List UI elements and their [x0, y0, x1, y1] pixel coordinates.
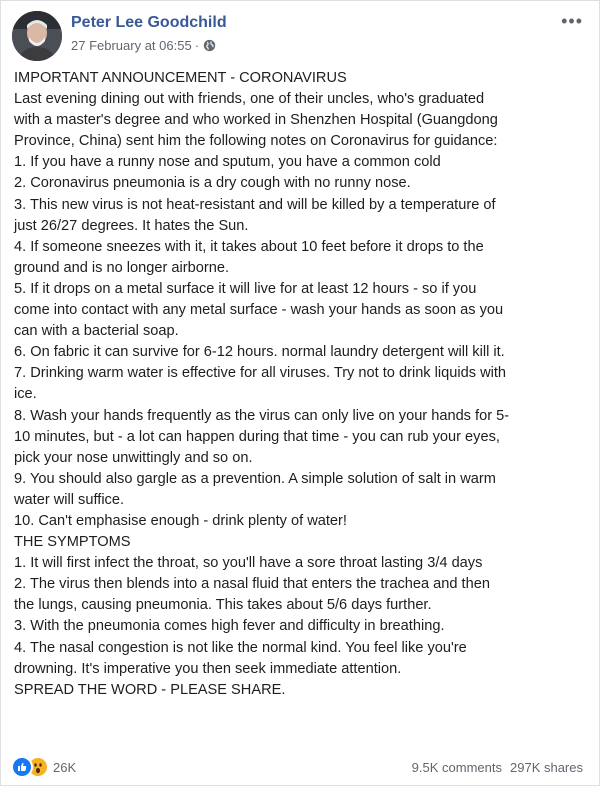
- post-text-line: 2. Coronavirus pneumonia is a dry cough with no runny nose.: [14, 175, 411, 192]
- post-text-line: SPREAD THE WORD - PLEASE SHARE.: [14, 681, 286, 698]
- post-text-line: drowning. It's imperative you then seek immediate attention.: [14, 660, 402, 677]
- post-text-line: just 26/27 degrees. It hates the Sun.: [14, 217, 249, 234]
- post-text-line: 8. Wash your hands frequently as the virus can only live on your hands for 5-: [14, 407, 510, 424]
- post-text-line: 1. If you have a runny nose and sputum, you have a common cold: [14, 154, 441, 171]
- post-text-line: ice.: [14, 386, 37, 403]
- post-text-line: 4. The nasal congestion is not like the normal kind. You feel like you're: [14, 639, 467, 656]
- post-text-line: 5. If it drops on a metal surface it will live for at least 12 hours - so if you: [14, 280, 477, 297]
- comments-count-link[interactable]: 9.5K comments: [411, 759, 502, 775]
- post-text-line: Last evening dining out with friends, one of their uncles, who's graduated: [14, 91, 485, 108]
- post-text-line: ground and is no longer airborne.: [14, 259, 230, 276]
- post-text-line: pick your nose unwittingly and so on.: [14, 449, 253, 466]
- post-text-line: the lungs, causing pneumonia. This takes about 5/6 days further.: [14, 597, 432, 614]
- like-icon: [11, 756, 33, 778]
- shares-count-link[interactable]: 297K shares: [510, 759, 583, 775]
- meta-separator: ·: [194, 38, 200, 53]
- post-text-line: 3. With the pneumonia comes high fever and difficulty in breathing.: [14, 618, 445, 635]
- post-text-line: 3. This new virus is not heat-resistant and will be killed by a temperature of: [14, 196, 496, 213]
- engagement-stats: [412, 760, 583, 775]
- post-text-line: 1. It will first infect the throat, so you'll have a sore throat lasting 3/4 days: [14, 555, 483, 572]
- globe-icon[interactable]: [203, 39, 216, 52]
- author-name[interactable]: Peter Lee Goodchild: [71, 14, 227, 31]
- post-text-line: come into contact with any metal surface - wash your hands as soon as you: [14, 302, 504, 319]
- post-footer: [11, 754, 583, 780]
- avatar[interactable]: [12, 11, 62, 61]
- post-text-line: 10 minutes, but - a lot can happen during that time - you can rub your eyes,: [14, 428, 500, 445]
- post-text-line: water will suffice.: [14, 491, 125, 508]
- reactions-count: 26K: [53, 759, 77, 775]
- post-text-line: 4. If someone sneezes with it, it takes about 10 feet before it drops to the: [14, 238, 484, 255]
- post-text-line: 2. The virus then blends into a nasal fluid that enters the trachea and then: [14, 576, 490, 593]
- reactions-summary[interactable]: [11, 756, 76, 778]
- post-body: [14, 68, 589, 701]
- more-options-icon[interactable]: •••: [561, 11, 583, 31]
- post-text-line: IMPORTANT ANNOUNCEMENT - CORONAVIRUS: [14, 70, 347, 86]
- post-text-line: 9. You should also gargle as a prevention. A simple solution of salt in warm: [14, 470, 496, 487]
- post-text-line: THE SYMPTOMS: [14, 534, 131, 551]
- post-meta: [71, 38, 216, 53]
- post-text-line: 6. On fabric it can survive for 6-12 hours. normal laundry detergent will kill it.: [14, 344, 505, 361]
- post-text-line: Province, China) sent him the following notes on Coronavirus for guidance:: [14, 133, 498, 150]
- post-header: [11, 9, 589, 65]
- post-text-line: 10. Can't emphasise enough - drink plenty of water!: [14, 512, 347, 529]
- post-text-line: with a master's degree and who worked in Shenzhen Hospital (Guangdong: [14, 112, 498, 129]
- post-text-line: 7. Drinking warm water is effective for all viruses. Try not to drink liquids with: [14, 365, 507, 382]
- post-text-line: can with a bacterial soap.: [14, 323, 179, 340]
- post-timestamp[interactable]: 27 February at 06:55: [71, 38, 192, 53]
